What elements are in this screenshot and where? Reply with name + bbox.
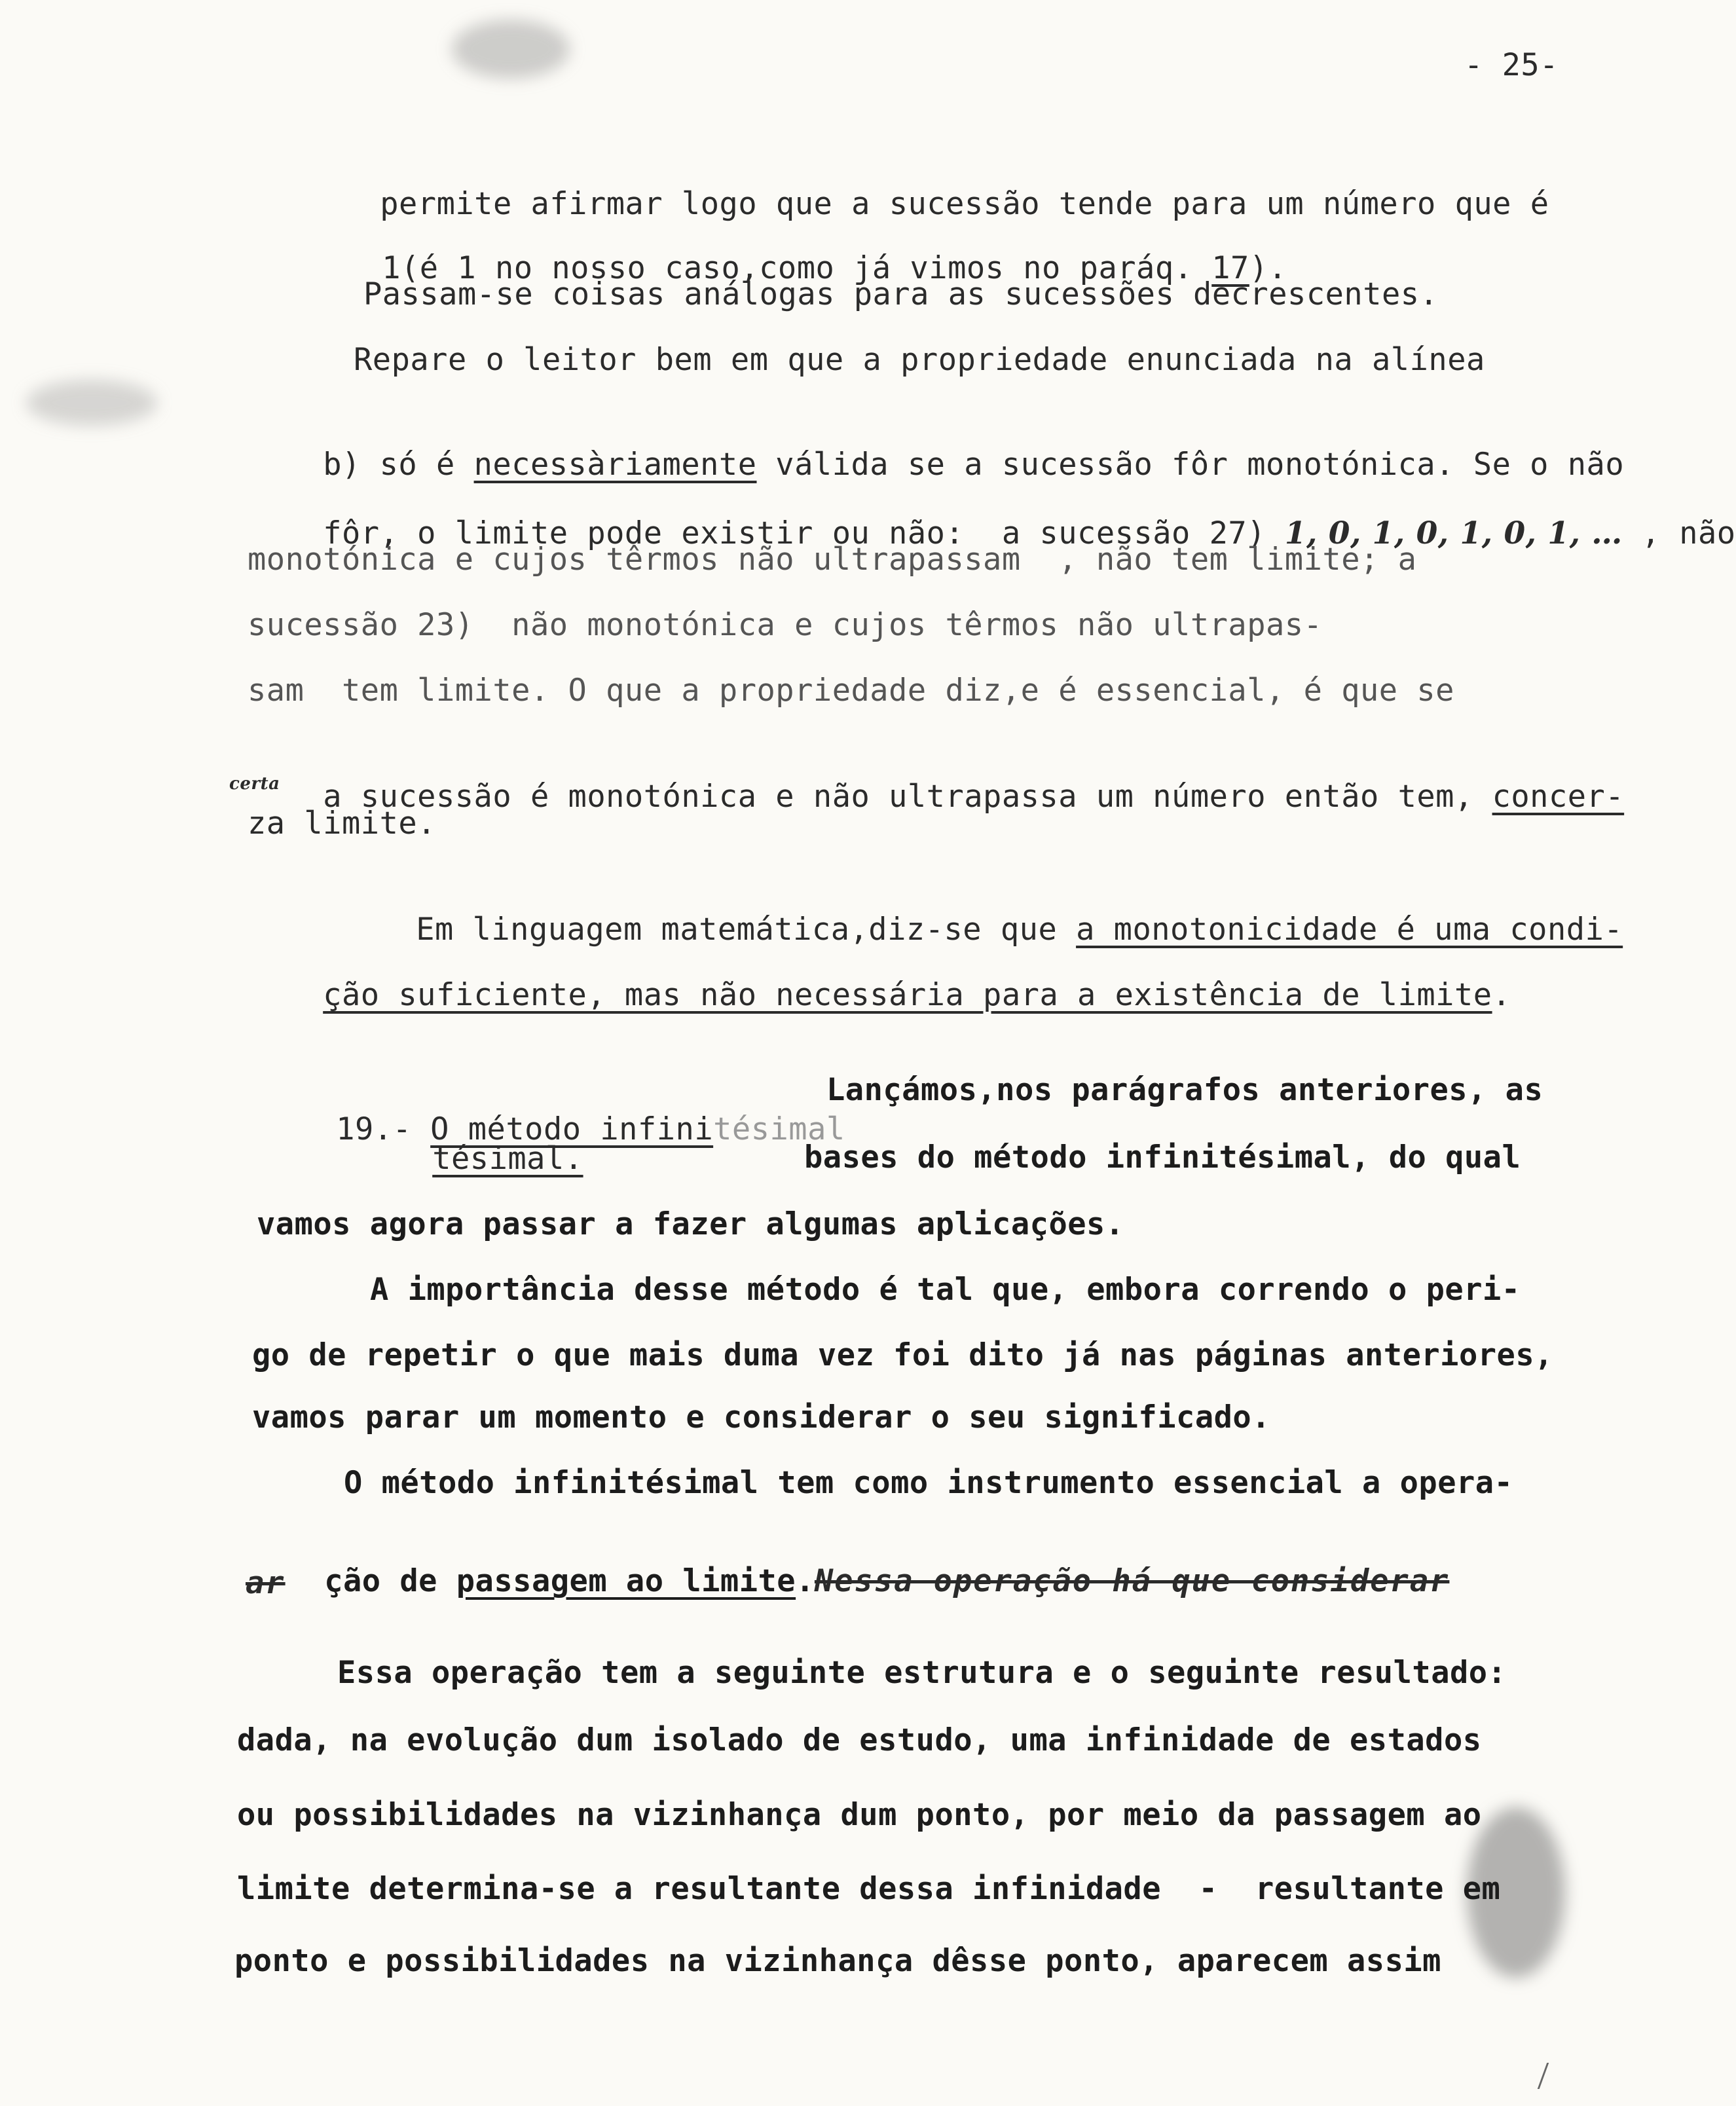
- section-number: 19.-: [336, 1111, 431, 1147]
- text-line: dada, na evolução dum isolado de estudo, uma infinidade de estados: [237, 1722, 1482, 1758]
- underlined-text: concer-: [1492, 779, 1625, 815]
- handwritten-note: certa: [229, 774, 280, 794]
- text-line: sucessão 23) não monotónica e cujos têrmos não ultrapas-: [248, 607, 1323, 643]
- corner-mark: [1538, 2063, 1565, 2089]
- text-fragment: 1(é 1 no nosso caso,como já vimos no paráq.: [382, 250, 1212, 286]
- text-line: [249, 1523, 1449, 1640]
- text-line: Passam-se coisas análogas para as sucessões decrescentes.: [363, 276, 1439, 312]
- page-number: - 25-: [1464, 47, 1559, 83]
- struck-out-text: Nessa operação há que considerar: [814, 1563, 1450, 1599]
- section-title-continuation: [357, 1100, 583, 1218]
- text-fragment: b) só é: [323, 447, 474, 483]
- text-fragment: ção de: [324, 1563, 456, 1599]
- text-fragment: permite afirmar logo que a sucessão tende para um número que é: [380, 186, 1549, 222]
- text-line: [248, 738, 1624, 856]
- text-fragment: , não: [1622, 515, 1736, 551]
- text-fragment: fôr, o limite pode existir ou não: a sucessão 27): [323, 515, 1285, 551]
- text-line: A importância desse método é tal que, embora correndo o peri-: [370, 1272, 1521, 1308]
- scan-smudge-top: [452, 20, 570, 79]
- text-line: limite determina-se a resultante dessa infinidade - resultante em: [237, 1871, 1501, 1907]
- section-intro-text: Lançámos,nos parágrafos anteriores, as: [826, 1072, 1543, 1108]
- underlined-text: a monotonicidade é uma condi-: [1076, 912, 1623, 948]
- underlined-text: passagem ao limite: [456, 1563, 796, 1599]
- text-fragment: ).: [1249, 250, 1287, 286]
- handwritten-sequence: 1, 0, 1, 0, 1, 0, 1, …: [1284, 515, 1623, 551]
- struck-out-text: ar: [246, 1565, 286, 1601]
- text-line: ponto e possibilidades na vizinhança dêsse ponto, aparecem assim: [234, 1943, 1441, 1979]
- text-line: vamos parar um momento e considerar o seu significado.: [252, 1399, 1271, 1435]
- scan-smudge-left: [26, 380, 157, 426]
- text-line: Repare o leitor bem em que a propriedade enunciada na alínea: [354, 342, 1485, 378]
- underlined-text: ção suficiente, mas não necessária para a existência de limite: [323, 977, 1492, 1013]
- text-line: Essa operação tem a seguinte estrutura e o seguinte resultado:: [337, 1655, 1507, 1691]
- text-line: O método infinitésimal tem como instrumento essencial a opera-: [344, 1465, 1513, 1501]
- text-fragment: .: [796, 1563, 815, 1599]
- text-line: vamos agora passar a fazer algumas aplicações.: [257, 1206, 1124, 1242]
- text-line: bases do método infinitésimal, do qual: [804, 1139, 1521, 1175]
- section-title: tésimal.: [432, 1141, 583, 1177]
- text-line: [248, 936, 1511, 1054]
- text-line: go de repetir o que mais duma vez foi dito já nas páginas anteriores,: [252, 1337, 1553, 1373]
- text-line: za limite.: [248, 805, 436, 841]
- text-line: monotónica e cujos têrmos não ultrapassam , não tem limite; a: [248, 542, 1417, 578]
- text-fragment: Em linguagem matemática,diz-se que: [416, 912, 1077, 948]
- text-line: ou possibilidades na vizinhança dum ponto, por meio da passagem ao: [237, 1797, 1482, 1833]
- paragraph-reference: 17: [1211, 250, 1249, 286]
- text-fragment: válida se a sucessão fôr monotónica. Se o não: [756, 447, 1625, 483]
- underlined-text: necessàriamente: [473, 447, 757, 483]
- text-line: sam tem limite. O que a propriedade diz,e é essencial, é que se: [248, 673, 1454, 709]
- text-fragment: .: [1492, 977, 1511, 1013]
- section-title: O método infini: [430, 1111, 714, 1147]
- section-title-faded: tésimal: [713, 1111, 845, 1147]
- text-fragment: a sucessão é monotónica e não ultrapassa um número então tem,: [323, 779, 1492, 815]
